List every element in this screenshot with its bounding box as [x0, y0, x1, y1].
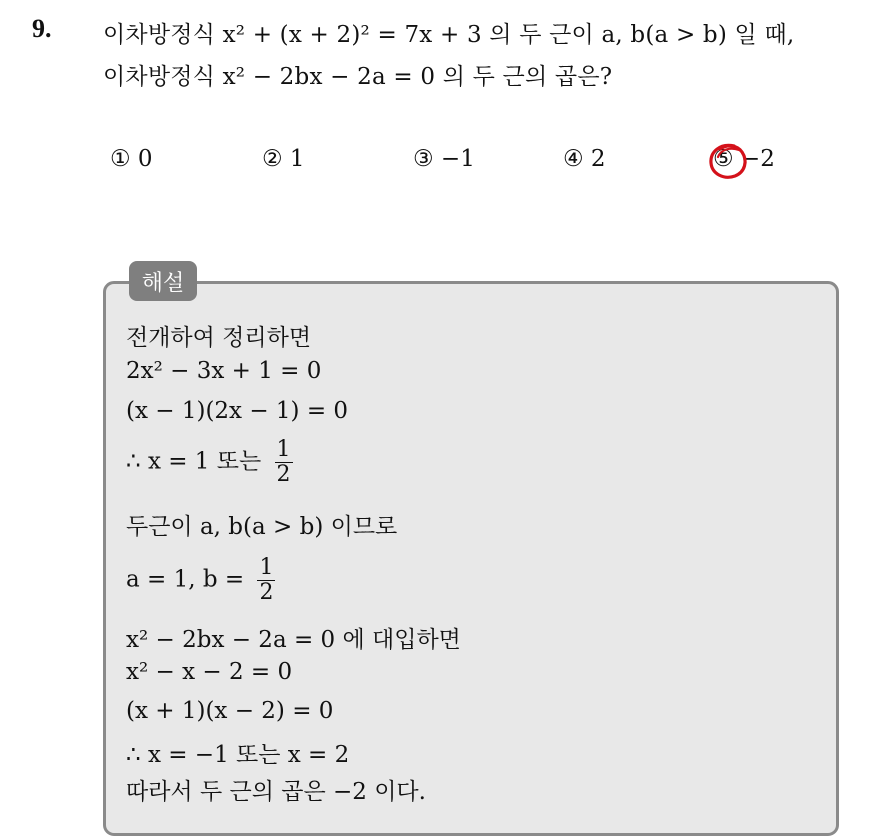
- solution-line-5: 두근이 a, b(a > b) 이므로: [126, 514, 398, 540]
- solution-line-1: 전개하여 정리하면: [126, 325, 312, 351]
- choice-3[interactable]: ③ −1: [413, 146, 475, 172]
- choice-5[interactable]: ⑤ −2: [713, 146, 775, 172]
- solution-line-6-text: a = 1, b =: [126, 566, 245, 593]
- fraction-numerator: 1: [276, 437, 291, 462]
- answer-choices: [0, 146, 884, 180]
- fraction-denominator: 2: [276, 462, 291, 487]
- solution-line-11: 따라서 두 근의 곱은 −2 이다.: [126, 779, 426, 805]
- question-text-line-2: 이차방정식 x² − 2bx − 2a = 0 의 두 근의 곱은?: [103, 64, 613, 90]
- question-text-line-1: 이차방정식 x² + (x + 2)² = 7x + 3 의 두 근이 a, b(a > b) 일 때,: [103, 22, 795, 48]
- choice-2[interactable]: ② 1: [262, 146, 305, 172]
- solution-line-10: ∴ x = −1 또는 x = 2: [126, 742, 350, 768]
- solution-line-2: 2x² − 3x + 1 = 0: [126, 358, 322, 384]
- question-number: 9.: [32, 14, 52, 43]
- solution-line-7: x² − 2bx − 2a = 0 에 대입하면: [126, 627, 461, 653]
- solution-line-9: (x + 1)(x − 2) = 0: [126, 698, 334, 724]
- solution-line-8: x² − x − 2 = 0: [126, 659, 293, 685]
- solution-line-3: (x − 1)(2x − 1) = 0: [126, 398, 349, 424]
- solution-line-4-text: ∴ x = 1 또는: [126, 448, 262, 475]
- fraction-numerator: 1: [259, 555, 274, 580]
- fraction-one-half: [275, 438, 293, 487]
- fraction-denominator: 2: [259, 580, 274, 605]
- choice-1[interactable]: ① 0: [110, 146, 153, 172]
- fraction-one-half: [257, 556, 275, 605]
- solution-tag: 해설: [129, 261, 197, 301]
- solution-line-6: [126, 556, 275, 605]
- solution-line-4: [126, 438, 293, 487]
- choice-4[interactable]: ④ 2: [563, 146, 606, 172]
